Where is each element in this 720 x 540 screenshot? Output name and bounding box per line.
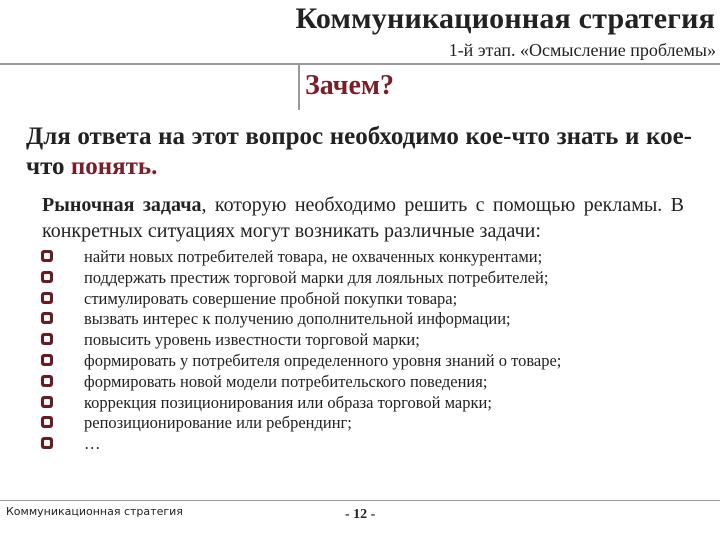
list-item-text: стимулировать совершение пробной покупки товара; <box>84 288 458 308</box>
list-item-text: вызвать интерес к получению дополнительной информации; <box>84 309 511 329</box>
task-paragraph <box>42 192 684 244</box>
section-question: Зачем? <box>305 70 394 101</box>
page-number: - 12 - <box>345 507 376 522</box>
checkbox-bullet-icon <box>41 354 53 366</box>
list-item-text: формировать у потребителя определенного уровня знаний о товаре; <box>84 350 562 370</box>
task-bullet-list <box>41 247 701 455</box>
checkbox-bullet-icon <box>41 396 53 408</box>
header-divider <box>0 63 720 65</box>
list-item <box>41 330 701 351</box>
footer-divider <box>0 500 720 501</box>
intro-emphasis: понять. <box>70 153 158 180</box>
list-item <box>41 372 701 393</box>
list-item <box>41 289 701 310</box>
list-item-text: формировать новой модели потребительского поведения; <box>84 371 488 391</box>
list-item-text: повысить уровень известности торговой марки; <box>84 330 420 350</box>
slide-title: Коммуникационная стратегия <box>295 2 715 35</box>
footer-caption: Коммуникационная стратегия <box>6 505 183 518</box>
list-item <box>41 247 701 268</box>
checkbox-bullet-icon <box>41 250 53 262</box>
checkbox-bullet-icon <box>41 312 53 324</box>
checkbox-bullet-icon <box>41 292 53 304</box>
checkbox-bullet-icon <box>41 375 53 387</box>
list-item <box>41 351 701 372</box>
checkbox-bullet-icon <box>41 333 53 345</box>
list-item-text: поддержать престиж торговой марки для лояльных потребителей; <box>84 267 549 287</box>
list-item-text: … <box>84 434 101 454</box>
checkbox-bullet-icon <box>41 416 53 428</box>
checkbox-bullet-icon <box>41 271 53 283</box>
list-item-text: найти новых потребителей товара, не охваченных конкурентами; <box>84 247 543 266</box>
list-item <box>41 268 701 289</box>
header-vertical-divider <box>298 64 300 110</box>
intro-paragraph <box>26 122 692 182</box>
list-item <box>41 413 701 434</box>
list-item <box>41 309 701 330</box>
list-item <box>41 393 701 414</box>
list-item-text: коррекция позиционирования или образа торговой марки; <box>84 392 492 412</box>
task-text: , которую необходимо решить с помощью рекламы. В конкретных ситуациях могут возникать различные задачи: <box>42 194 685 242</box>
task-lead: Рыночная задача <box>42 194 202 216</box>
list-item <box>41 434 701 455</box>
checkbox-bullet-icon <box>41 437 53 449</box>
slide-subtitle: 1-й этап. «Осмысление проблемы» <box>448 40 716 60</box>
intro-text: Для ответа на этот вопрос необходимо кое-что знать и кое-что <box>26 123 692 180</box>
list-item-text: репозиционирование или ребрендинг; <box>84 413 352 433</box>
